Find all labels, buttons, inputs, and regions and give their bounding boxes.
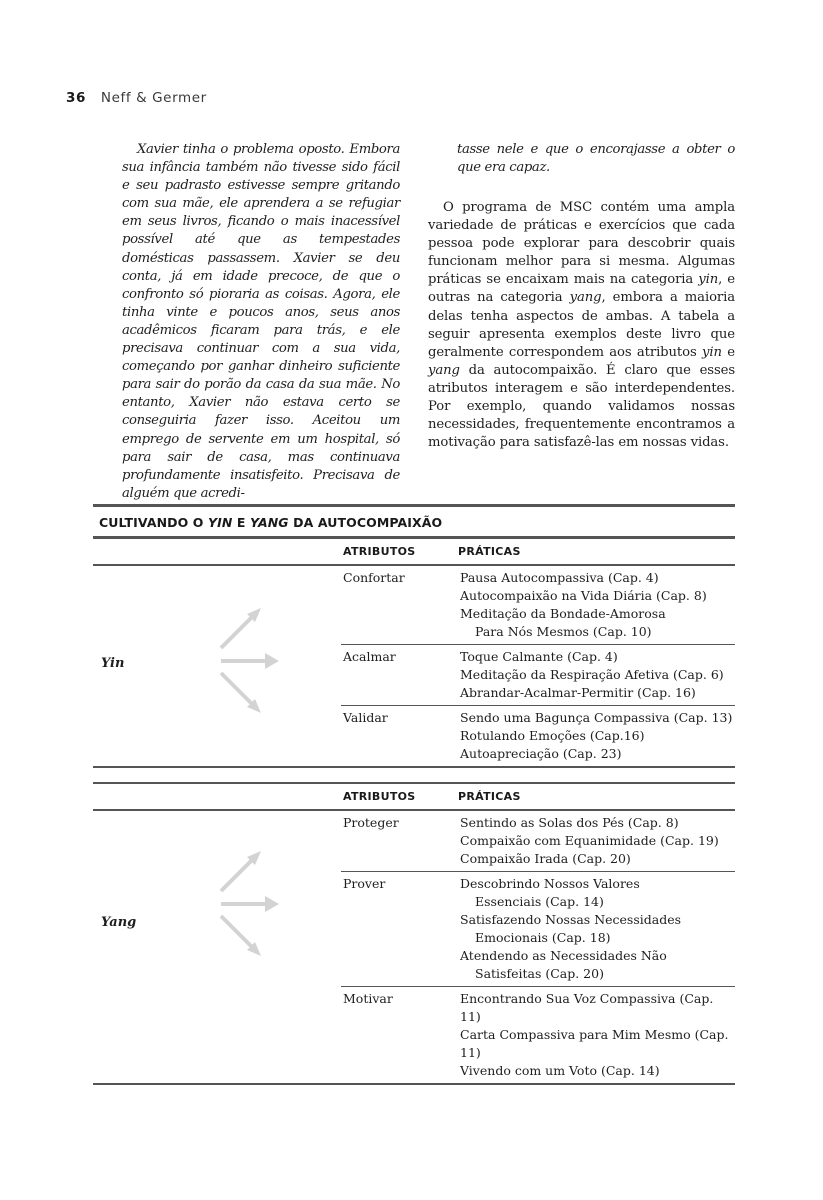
practices	[460, 990, 735, 1080]
table-row	[341, 986, 735, 1083]
practice-continued: Satisfeitas (Cap. 20)	[475, 966, 604, 981]
term-yang: yang	[428, 362, 460, 378]
practice: Sendo uma Bagunça Compassiva (Cap. 13)	[460, 710, 733, 725]
practice: Satisfazendo Nossas Necessidades	[460, 912, 682, 927]
group-yang-rows	[341, 811, 735, 1083]
table-row	[341, 871, 735, 986]
body-paragraph	[428, 199, 735, 452]
practice-continued: Essenciais (Cap. 14)	[475, 894, 604, 909]
text-run: , embora a maioria delas tenha aspectos de ambas. A tabela a seguir apresenta exemplos deste livro que geralmente correspondem aos atributos	[428, 290, 735, 360]
practice-continued: Para Nós Mesmos (Cap. 10)	[475, 624, 652, 639]
practice-continued: Emocionais (Cap. 18)	[475, 930, 611, 945]
term-yang: yang	[569, 290, 602, 306]
practices	[460, 648, 735, 702]
practice: Meditação da Bondade-Amorosa	[460, 606, 666, 621]
practice: Compaixão com Equanimidade (Cap. 19)	[460, 833, 719, 848]
left-column-text	[122, 141, 400, 503]
arrows-icon	[217, 849, 287, 959]
text-run: , e outras na categoria	[428, 272, 736, 306]
yin-yang-table	[93, 504, 735, 1085]
page-number: 36	[66, 90, 86, 106]
text-run: e	[721, 344, 735, 360]
running-head-authors: Neff & Germer	[100, 90, 207, 106]
practice: Toque Calmante (Cap. 4)	[460, 649, 618, 664]
right-column-text	[428, 199, 735, 452]
col-header-attributes: ATRIBUTOS	[343, 790, 416, 803]
attribute: Acalmar	[343, 649, 396, 664]
practices	[460, 875, 735, 983]
col-header-attributes: ATRIBUTOS	[343, 545, 416, 558]
table-header-yang	[93, 784, 735, 809]
col-header-practices: PRÁTICAS	[458, 545, 521, 558]
attribute: Proteger	[343, 815, 399, 830]
case-continuation-text: tasse nele e que o encorajasse a obter o que era capaz.	[457, 142, 735, 176]
practices	[460, 709, 735, 763]
practice: Pausa Autocompassiva (Cap. 4)	[460, 570, 659, 585]
attribute: Motivar	[343, 991, 393, 1006]
table-row	[341, 644, 735, 705]
practices	[460, 569, 735, 641]
practice: Sentindo as Solas dos Pés (Cap. 8)	[460, 815, 679, 830]
table-header-yin	[93, 539, 735, 564]
practice: Atendendo as Necessidades Não	[460, 948, 667, 963]
arrows-icon	[217, 606, 287, 716]
col-header-practices: PRÁTICAS	[458, 790, 521, 803]
group-yin	[93, 566, 735, 766]
group-yang-label-cell	[93, 811, 341, 1083]
table-row	[341, 566, 735, 644]
practice: Encontrando Sua Voz Compassiva (Cap. 11)	[460, 991, 714, 1024]
attribute: Confortar	[343, 570, 405, 585]
running-head	[66, 90, 207, 106]
term-yin: yin	[702, 344, 722, 360]
case-paragraph: Xavier tinha o problema oposto. Embora sua infância também não tivesse sido fácil e seu padrasto estivesse sempre gritando com sua mãe, ele aprendera a se refugiar em seus livros, ficando o mais inacessível possível até que as tempestades domésticas passassem. Xavier se deu conta, já em idade precoce, de que o confronto só pioraria as coisas. Agora, ele tinha vinte e poucos anos, seus anos acadêmicos ficaram para trás, e ele precisava continuar com a sua vida, começando por ganhar dinheiro suficiente para sair do porão da casa da sua mãe. No entanto, Xavier não estava certo se conseguiria fazer isso. Aceitou um emprego de servente em um hospital, só para sair de casa, mas continuava profundamente insatisfeito. Precisava de alguém que acredi-	[122, 142, 400, 501]
practice: Descobrindo Nossos Valores	[460, 876, 640, 891]
practice: Meditação da Respiração Afetiva (Cap. 6)	[460, 667, 724, 682]
text-run: O programa de MSC contém uma ampla variedade de práticas e exercícios que cada pessoa pode explorar para descobrir quais funcionam melhor para si mesma. Algumas práticas se encaixam mais na categoria	[428, 200, 735, 288]
table-row	[341, 705, 735, 766]
case-paragraph-continuation	[457, 141, 735, 177]
table-row	[341, 811, 735, 871]
term-yin: yin	[698, 272, 719, 288]
group-label-yang: Yang	[101, 915, 137, 930]
table-title: CULTIVANDO O YIN E YANG DA AUTOCOMPAIXÃO	[99, 515, 443, 530]
practice: Rotulando Emoções (Cap.16)	[460, 728, 645, 743]
group-yin-rows	[341, 566, 735, 766]
practice: Abrandar-Acalmar-Permitir (Cap. 16)	[460, 685, 696, 700]
attribute: Prover	[343, 876, 386, 891]
group-label-yin: Yin	[101, 656, 125, 671]
group-yin-label-cell	[93, 566, 341, 766]
practice: Autocompaixão na Vida Diária (Cap. 8)	[460, 588, 707, 603]
practice: Autoapreciação (Cap. 23)	[460, 746, 622, 761]
practice: Vivendo com um Voto (Cap. 14)	[460, 1063, 660, 1078]
text-run: da autocompaixão. É claro que esses atributos interagem e são interdependentes. Por exemplo, quando validamos nossas necessidades, frequentemente encontramos a motivação para satisfazê-las em nossas vidas.	[428, 362, 735, 451]
attribute: Validar	[343, 710, 388, 725]
table-bottom-rule	[93, 1083, 735, 1085]
spacer	[93, 768, 735, 782]
practice: Carta Compassiva para Mim Mesmo (Cap. 11)	[460, 1027, 729, 1060]
group-yang	[93, 811, 735, 1083]
practice: Compaixão Irada (Cap. 20)	[460, 851, 631, 866]
practices	[460, 814, 735, 868]
